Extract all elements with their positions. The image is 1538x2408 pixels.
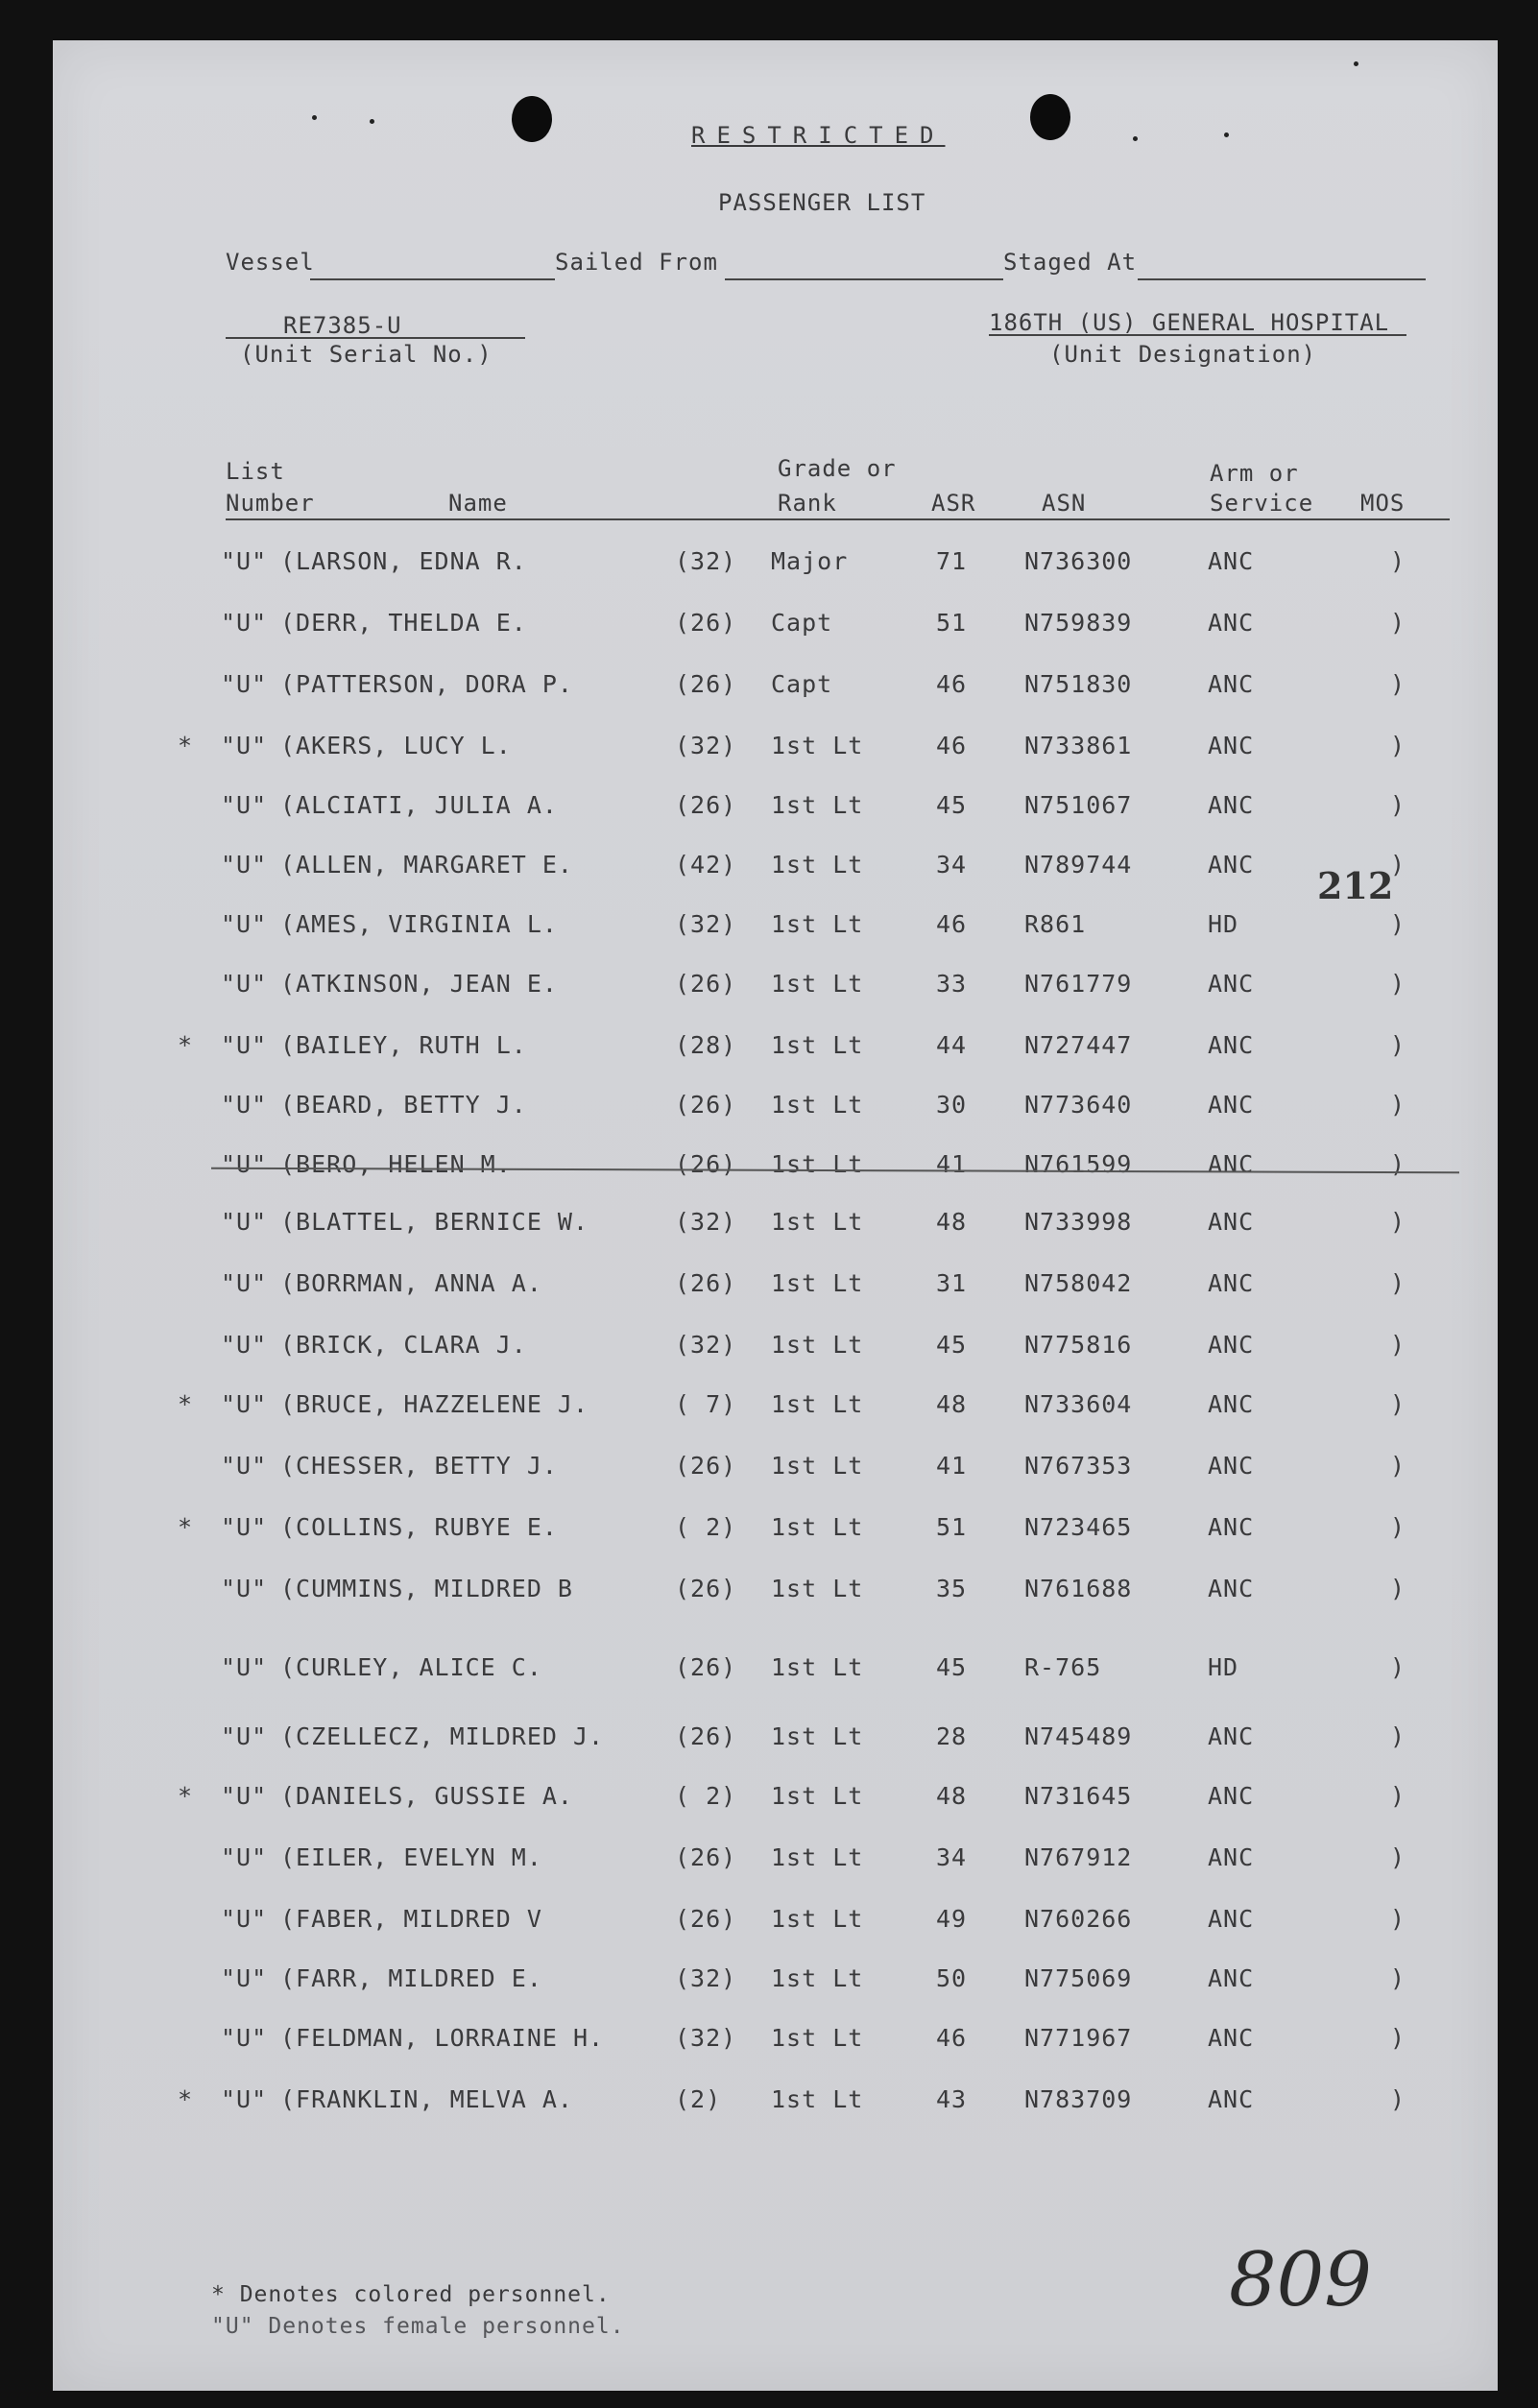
cell-rank: 1st Lt [771,851,864,879]
cell-name: (BERO, HELEN M. [280,1150,512,1178]
cell-age: (26) [675,1905,737,1933]
cell-arm: ANC [1208,1208,1255,1236]
cell-name: (BRICK, CLARA J. [280,1331,527,1359]
cell-asr: 71 [936,547,968,575]
table-row [53,2024,1498,2062]
cell-mark: * [178,1782,194,1810]
cell-mos: ) [1390,1031,1406,1059]
cell-arm: HD [1208,1653,1239,1681]
cell-arm: ANC [1208,851,1255,879]
table-row [53,970,1498,1008]
cell-asr: 49 [936,1905,968,1933]
cell-age: (26) [675,1722,737,1750]
cell-code: "U" [221,1722,268,1750]
cell-code: "U" [221,609,268,637]
cell-arm: ANC [1208,1905,1255,1933]
cell-rank: 1st Lt [771,1782,864,1810]
col-grade-line1: Grade or [778,455,897,482]
cell-asn: N731645 [1024,1782,1133,1810]
unit-serial-caption: (Unit Serial No.) [240,341,493,368]
cell-asn: N773640 [1024,1091,1133,1119]
cell-mos: ) [1390,1208,1406,1236]
cell-code: "U" [221,1091,268,1119]
cell-arm: ANC [1208,1031,1255,1059]
cell-mark: * [178,1390,194,1418]
sailed-from-label: Sailed From [555,249,718,276]
cell-mos: ) [1390,851,1406,879]
cell-age: (26) [675,670,737,698]
cell-name: (FARR, MILDRED E. [280,1964,542,1992]
cell-name: (DANIELS, GUSSIE A. [280,1782,573,1810]
cell-rank: 1st Lt [771,1091,864,1119]
cell-name: (BAILEY, RUTH L. [280,1031,527,1059]
cell-asr: 48 [936,1390,968,1418]
cell-asr: 44 [936,1031,968,1059]
cell-code: "U" [221,1331,268,1359]
cell-rank: 1st Lt [771,1653,864,1681]
cell-code: "U" [221,670,268,698]
cell-code: "U" [221,1905,268,1933]
cell-asr: 41 [936,1452,968,1480]
cell-age: (26) [675,1575,737,1602]
cell-age: ( 7) [675,1390,737,1418]
cell-mos: ) [1390,1269,1406,1297]
cell-asr: 30 [936,1091,968,1119]
cell-rank: 1st Lt [771,732,864,759]
cell-arm: ANC [1208,1331,1255,1359]
cell-name: (ALCIATI, JULIA A. [280,791,558,819]
cell-age: (26) [675,1653,737,1681]
cell-arm: ANC [1208,732,1255,759]
cell-asn: N759839 [1024,609,1133,637]
cell-mos: ) [1390,1964,1406,1992]
cell-rank: 1st Lt [771,1150,864,1178]
unit-serial-line [226,337,525,339]
cell-asn: N736300 [1024,547,1133,575]
cell-asr: 46 [936,910,968,938]
cell-mos: ) [1390,1513,1406,1541]
cell-arm: ANC [1208,1722,1255,1750]
cell-code: "U" [221,1513,268,1541]
cell-age: (26) [675,791,737,819]
cell-name: (FELDMAN, LORRAINE H. [280,2024,605,2052]
cell-age: (26) [675,1269,737,1297]
cell-arm: ANC [1208,970,1255,998]
col-asn: ASN [1042,490,1087,517]
cell-mos: ) [1390,1575,1406,1602]
cell-age: (26) [675,1452,737,1480]
cell-arm: ANC [1208,1964,1255,1992]
vessel-field-line [310,278,555,280]
cell-name: (DERR, THELDA E. [280,609,527,637]
header-rule [226,518,1450,520]
table-row [53,1653,1498,1692]
document-page [53,40,1498,2391]
cell-code: "U" [221,1964,268,1992]
cell-rank: 1st Lt [771,1031,864,1059]
cell-rank: Capt [771,609,833,637]
cell-code: "U" [221,910,268,938]
footnote-female: "U" Denotes female personnel. [211,2314,625,2339]
cell-code: "U" [221,2024,268,2052]
cell-name: (CZELLECZ, MILDRED J. [280,1722,605,1750]
cell-arm: ANC [1208,547,1255,575]
cell-name: (LARSON, EDNA R. [280,547,527,575]
cell-arm: ANC [1208,2024,1255,2052]
cell-mos: ) [1390,547,1406,575]
cell-code: "U" [221,1452,268,1480]
document-title: PASSENGER LIST [718,189,926,216]
col-list-number-line2: Number [226,490,315,517]
cell-age: (32) [675,1331,737,1359]
cell-asr: 45 [936,1653,968,1681]
cell-age: (26) [675,1091,737,1119]
table-row [53,1513,1498,1552]
cell-code: "U" [221,1150,268,1178]
cell-name: (AKERS, LUCY L. [280,732,512,759]
restricted-marking: RESTRICTED [691,122,946,149]
cell-mos: ) [1390,1390,1406,1418]
table-row [53,1843,1498,1882]
cell-asr: 46 [936,2024,968,2052]
speck [312,115,317,120]
cell-name: (COLLINS, RUBYE E. [280,1513,558,1541]
cell-mos: ) [1390,1331,1406,1359]
cell-code: "U" [221,1653,268,1681]
unit-serial-value: RE7385-U [283,312,402,339]
cell-mark: * [178,1513,194,1541]
unit-designation-line [989,334,1406,336]
cell-asr: 35 [936,1575,968,1602]
cell-asn: R861 [1024,910,1087,938]
cell-arm: ANC [1208,2085,1255,2113]
cell-asr: 34 [936,851,968,879]
table-row [53,1150,1498,1189]
cell-name: (AMES, VIRGINIA L. [280,910,558,938]
cell-code: "U" [221,970,268,998]
cell-mos: ) [1390,970,1406,998]
cell-code: "U" [221,1390,268,1418]
staged-at-field-line [1138,278,1426,280]
cell-code: "U" [221,1269,268,1297]
cell-asn: N760266 [1024,1905,1133,1933]
cell-rank: 1st Lt [771,1269,864,1297]
cell-asn: N789744 [1024,851,1133,879]
cell-age: (26) [675,970,737,998]
cell-asn: N761779 [1024,970,1133,998]
cell-arm: ANC [1208,1513,1255,1541]
cell-rank: 1st Lt [771,1964,864,1992]
cell-rank: 1st Lt [771,1452,864,1480]
cell-arm: ANC [1208,1269,1255,1297]
table-row [53,1575,1498,1613]
cell-rank: 1st Lt [771,1513,864,1541]
cell-name: (FRANKLIN, MELVA A. [280,2085,573,2113]
cell-asn: N733998 [1024,1208,1133,1236]
sailed-from-field-line [725,278,1003,280]
speck [1354,61,1358,66]
speck [370,119,374,124]
table-row [53,1905,1498,1943]
cell-name: (ATKINSON, JEAN E. [280,970,558,998]
table-row [53,1331,1498,1369]
cell-asn: N761599 [1024,1150,1133,1178]
col-grade-line2: Rank [778,490,837,517]
cell-arm: HD [1208,910,1239,938]
table-row [53,851,1498,889]
cell-asr: 51 [936,1513,968,1541]
table-row [53,732,1498,770]
cell-asr: 41 [936,1150,968,1178]
cell-code: "U" [221,1782,268,1810]
cell-mos: ) [1390,732,1406,759]
cell-rank: 1st Lt [771,970,864,998]
cell-arm: ANC [1208,609,1255,637]
cell-rank: 1st Lt [771,2024,864,2052]
cell-asn: N733604 [1024,1390,1133,1418]
cell-rank: 1st Lt [771,1575,864,1602]
cell-age: (32) [675,732,737,759]
cell-asn: N723465 [1024,1513,1133,1541]
col-arm-line1: Arm or [1210,460,1299,487]
cell-asn: N733861 [1024,732,1133,759]
cell-rank: 1st Lt [771,791,864,819]
cell-arm: ANC [1208,1782,1255,1810]
cell-asr: 45 [936,791,968,819]
cell-asr: 33 [936,970,968,998]
cell-rank: 1st Lt [771,1390,864,1418]
cell-arm: ANC [1208,1150,1255,1178]
cell-rank: Major [771,547,849,575]
cell-asr: 48 [936,1208,968,1236]
cell-mos: ) [1390,609,1406,637]
cell-age: (32) [675,1208,737,1236]
cell-mos: ) [1390,1782,1406,1810]
cell-arm: ANC [1208,1091,1255,1119]
cell-age: ( 2) [675,1782,737,1810]
table-row [53,2085,1498,2124]
cell-name: (FABER, MILDRED V [280,1905,542,1933]
cell-mos: ) [1390,1653,1406,1681]
table-row [53,670,1498,709]
cell-asr: 48 [936,1782,968,1810]
cell-mark: * [178,732,194,759]
cell-arm: ANC [1208,670,1255,698]
cell-rank: 1st Lt [771,1208,864,1236]
cell-mos: ) [1390,1905,1406,1933]
unit-designation-value: 186TH (US) GENERAL HOSPITAL [989,309,1390,336]
table-row [53,1782,1498,1820]
table-row [53,1722,1498,1761]
table-row [53,910,1498,949]
cell-code: "U" [221,1843,268,1871]
cell-name: (CUMMINS, MILDRED B [280,1575,573,1602]
cell-rank: Capt [771,670,833,698]
table-row [53,791,1498,830]
page-stamp-number: 212 [1317,864,1394,907]
cell-asr: 34 [936,1843,968,1871]
cell-asr: 50 [936,1964,968,1992]
cell-mos: ) [1390,670,1406,698]
cell-asn: N775816 [1024,1331,1133,1359]
cell-mos: ) [1390,1843,1406,1871]
speck [1224,132,1229,137]
cell-mos: ) [1390,2024,1406,2052]
cell-asn: N727447 [1024,1031,1133,1059]
vessel-label: Vessel [226,249,315,276]
footnote-colored: * Denotes colored personnel. [211,2282,611,2307]
cell-rank: 1st Lt [771,1331,864,1359]
cell-age: (42) [675,851,737,879]
cell-asr: 31 [936,1269,968,1297]
cell-name: (PATTERSON, DORA P. [280,670,573,698]
cell-mos: ) [1390,1091,1406,1119]
cell-age: (32) [675,547,737,575]
cell-code: "U" [221,851,268,879]
cell-name: (CURLEY, ALICE C. [280,1653,542,1681]
cell-rank: 1st Lt [771,2085,864,2113]
cell-asn: N751830 [1024,670,1133,698]
col-arm-line2: Service [1210,490,1314,517]
cell-mark: * [178,1031,194,1059]
cell-asn: N761688 [1024,1575,1133,1602]
cell-asn: N771967 [1024,2024,1133,2052]
col-name: Name [448,490,508,517]
table-row [53,1031,1498,1070]
cell-asn: N767353 [1024,1452,1133,1480]
cell-asn: N783709 [1024,2085,1133,2113]
cell-age: ( 2) [675,1513,737,1541]
cell-arm: ANC [1208,1843,1255,1871]
cell-asn: N751067 [1024,791,1133,819]
table-row [53,1091,1498,1129]
cell-name: (BORRMAN, ANNA A. [280,1269,542,1297]
cell-code: "U" [221,732,268,759]
staged-at-label: Staged At [1003,249,1138,276]
cell-code: "U" [221,2085,268,2113]
col-list-number-line1: List [226,458,285,485]
cell-age: (32) [675,2024,737,2052]
cell-name: (BRUCE, HAZZELENE J. [280,1390,589,1418]
cell-age: (26) [675,1843,737,1871]
punch-hole [1030,94,1070,140]
table-row [53,1208,1498,1246]
col-mos: MOS [1360,490,1406,517]
unit-designation-caption: (Unit Designation) [1049,341,1317,368]
cell-age: (26) [675,1150,737,1178]
cell-name: (ALLEN, MARGARET E. [280,851,573,879]
cell-rank: 1st Lt [771,1843,864,1871]
cell-asr: 46 [936,670,968,698]
cell-asr: 43 [936,2085,968,2113]
table-row [53,1452,1498,1490]
cell-mos: ) [1390,1452,1406,1480]
cell-mos: ) [1390,1722,1406,1750]
table-row [53,1269,1498,1308]
cell-asn: N775069 [1024,1964,1133,1992]
cell-name: (EILER, EVELYN M. [280,1843,542,1871]
cell-code: "U" [221,791,268,819]
cell-mos: ) [1390,910,1406,938]
cell-arm: ANC [1208,791,1255,819]
cell-asr: 45 [936,1331,968,1359]
cell-mos: ) [1390,1150,1406,1178]
table-row [53,1390,1498,1429]
cell-age: (26) [675,609,737,637]
cell-age: (32) [675,910,737,938]
table-row [53,547,1498,586]
speck [1133,136,1138,141]
cell-rank: 1st Lt [771,1905,864,1933]
cell-mark: * [178,2085,194,2113]
cell-asr: 46 [936,732,968,759]
cell-mos: ) [1390,2085,1406,2113]
cell-asn: N758042 [1024,1269,1133,1297]
cell-name: (BEARD, BETTY J. [280,1091,527,1119]
cell-arm: ANC [1208,1390,1255,1418]
cell-code: "U" [221,547,268,575]
cell-rank: 1st Lt [771,1722,864,1750]
cell-age: (28) [675,1031,737,1059]
cell-code: "U" [221,1031,268,1059]
cell-arm: ANC [1208,1575,1255,1602]
cell-asn: N745489 [1024,1722,1133,1750]
punch-hole [512,96,552,142]
handwritten-number: 809 [1229,2237,1372,2324]
cell-code: "U" [221,1575,268,1602]
cell-name: (BLATTEL, BERNICE W. [280,1208,589,1236]
table-row [53,1964,1498,2003]
cell-asn: N767912 [1024,1843,1133,1871]
cell-asr: 28 [936,1722,968,1750]
cell-arm: ANC [1208,1452,1255,1480]
cell-name: (CHESSER, BETTY J. [280,1452,558,1480]
cell-code: "U" [221,1208,268,1236]
cell-asn: R-765 [1024,1653,1102,1681]
cell-age: (32) [675,1964,737,1992]
cell-mos: ) [1390,791,1406,819]
col-asr: ASR [931,490,976,517]
table-row [53,609,1498,647]
cell-asr: 51 [936,609,968,637]
cell-rank: 1st Lt [771,910,864,938]
cell-age: (2) [675,2085,722,2113]
